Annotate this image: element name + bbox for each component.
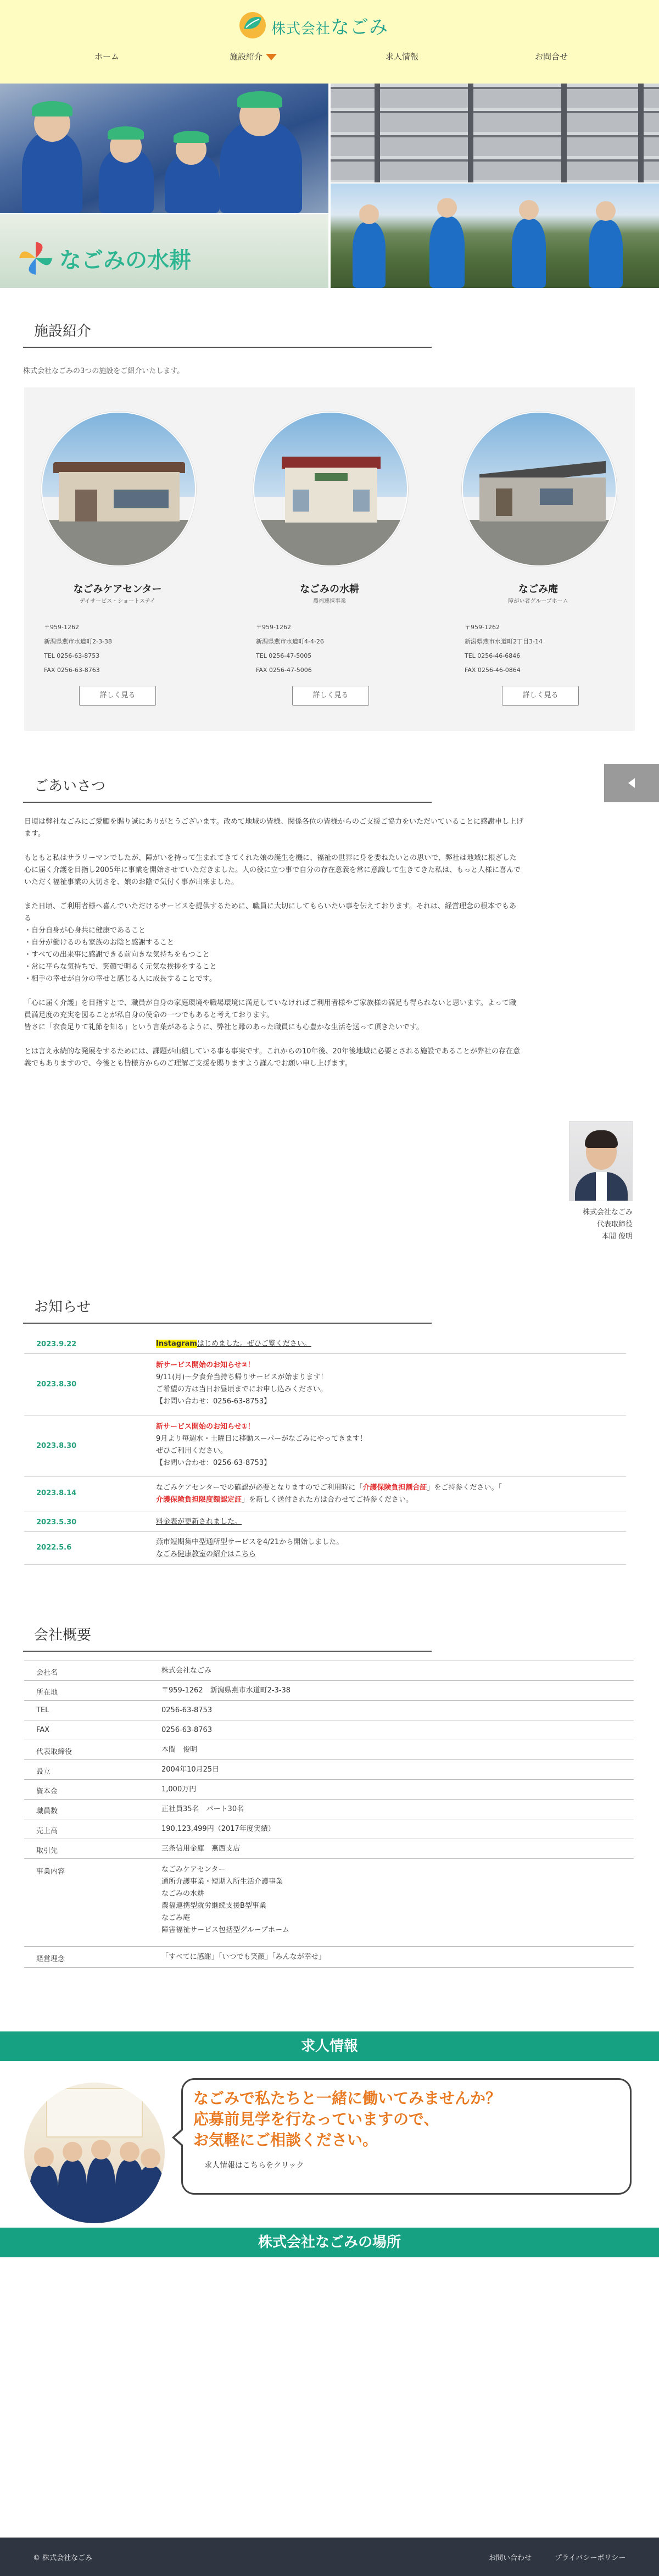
footer-link-contact[interactable]: お問い合わせ [489,2554,532,2562]
hero-brand [16,239,191,277]
news-body: 新サービス開始のお知らせ②！ 9/11(月)〜夕食弁当持ち帰りサービスが始まります！ ご希望の方は当日お昼頃までにお申し込みください。 【お問い合わせ：0256-63-8753】 [156,1361,328,1406]
nav-contact[interactable]: お問合せ [535,52,568,62]
facility-name: なごみケアセンター [73,584,162,595]
facilities-heading: 施設紹介 [23,320,432,348]
facility-address: 〒959-1262 新潟県燕市水道町2-3-38 TEL 0256-63-8753 FAX 0256-63-8763 [44,624,112,674]
recruit-band: 求人情報 [0,2031,659,2061]
facility-card-care-center [24,387,211,731]
pinwheel-logo-icon [16,239,55,277]
greeting-text: 日頃は弊社なごみにご愛顧を賜り誠にありがとうございます。改めて地域の皆様、関係各位の皆様からのご支援ご協力をいただいていることに感謝申し上げ ます。 もともと私はサラリーマンでしたが、障がいを持って生まれてきてくれた娘の誕生を機に、福祉の世界に身を委ねたいとの思いで、弊社は地域に根ざした 心に届く介護を目指し2005年に事業を開始させていただきました。人の役に立つ事で自分の存在意義を常に意識して生きてきた私は、もっと人様に喜んで いただく福祉事業の大切さを、娘のお陰で気付く事が出来ました。 また日頃、ご利用者様へ喜んでいただけるサービスを提供するために、職員に大切にしてもらいたい事を伝えております。それは、経営理念の根本でもあ る ・自分自身が心身共に健康であること ・自分が働けるのも家族のお陰と感謝すること ・すべての出来事に感謝できる前向きな気持ちをもつこと ・常に平らな気持ちで、笑顔で明るく元気な挨拶をすること ・相手の幸せが自分の幸せと感じる人に成長することです。 「心に届く介護」を目指すとで、職員が自身の家庭環境や職場環境に満足していなければご利用者様やご家族様の満足も得られないと思います。よって職 員満足度の充実を図ることが私自身の使命の一つでもあると考えております。 皆さに「衣食足りて礼節を知る」という言葉があるように、弊社と縁のあった職員にも心豊かな生活を送って頂きたいです。 とは言え永続的な発展をするためには、課題が山積している事も事実です。これからの10年後、20年後地域に必要とされる施設であることが弊社の存在意 義でもありますので、今後とも皆様方からのご理解ご支援を賜りますよう謹んでお願い申し上げます。 [24,818,523,1068]
hero-collage [0,84,659,288]
news-item [24,1334,626,1354]
news-body: なごみケアセンターでの確認が必要となりますのでご利用時に「介護保険負担割合証」をご持参ください。「 介護保険負担限度額認定証」を新しく送付された方は合わせてご持参ください。 [156,1484,502,1504]
facility-detail-button[interactable]: 詳しく見る [292,686,369,706]
table-row: 売上高 190,123,499円（2017年度実績） [24,1819,634,1839]
facility-name: なごみ庵 [518,584,558,595]
table-row: 事業内容 なごみケアセンター 通所介護事業・短期入所生活介護事業 なごみの水耕 農福連携型就労継続支援B型事業 なごみ庵 障害福祉サービス包括型グループホーム [24,1859,634,1947]
greeting-heading: ごあいさつ [23,775,432,803]
news-list [24,1334,626,1565]
recruit-link[interactable]: 求人情報はこちらをクリック [204,2161,304,2170]
facility-name: なごみの水耕 [300,584,359,595]
greeting-signature: 株式会社なごみ 代表取締役 本間 俊明 [582,1208,633,1241]
facility-address: 〒959-1262 新潟県燕市水道町2丁目3-14 TEL 0256-46-6846 FAX 0256-46-0864 [465,624,543,674]
hero-photo-hydroponics [331,84,659,182]
recruit-message: なごみで私たちと一緒に働いてみませんか？ 応募前見学を行なっていますので、 お気軽にご相談ください。 [193,2089,501,2149]
location-band: 株式会社なごみの場所 [0,2228,659,2257]
copyright: © 株式会社なごみ [33,2554,93,2562]
hero-brand-title: なごみの水耕 [59,247,191,273]
table-row: 所在地 〒959-1262 新潟県燕市水道町2-3-38 [24,1681,634,1701]
news-heading: お知らせ [23,1296,432,1324]
nav-home[interactable]: ホーム [94,52,120,62]
news-link[interactable]: なごみ健康教室の紹介はこちら [156,1550,256,1558]
company-table [24,1661,634,1968]
nav-recruit[interactable]: 求人情報 [386,52,419,62]
facility-detail-button[interactable]: 詳しく見る [502,686,579,706]
dropdown-caret-icon [266,54,277,60]
facility-subtitle: 障がい者グループホーム [508,598,568,604]
news-item [24,1354,626,1415]
facility-address: 〒959-1262 新潟県燕市水道町4-4-26 TEL 0256-47-5005 FAX 0256-47-5006 [256,624,324,674]
president-photo [569,1121,633,1201]
news-date: 2023.8.30 [36,1380,77,1389]
table-row: 資本金 1,000万円 [24,1780,634,1800]
facility-photo [253,412,408,567]
news-item [24,1415,626,1477]
news-body: 新サービス開始のお知らせ①！ 9月より毎週水・土曜日に移動スーパーがなごみにやってきます！ ぜひご利用ください。 【お問い合わせ：0256-63-8753】 [156,1423,367,1467]
news-link[interactable]: 料金表が更新されました。 [156,1518,242,1526]
facility-subtitle: デイサービス・ショートステイ [79,598,156,604]
facility-photo [462,412,617,567]
logo-leaf-icon [237,10,268,41]
table-row: 取引先 三条信用金庫 燕西支店 [24,1839,634,1859]
site-footer [0,2538,659,2576]
side-slide-tab[interactable] [604,764,659,802]
facility-card-hydroponics [236,387,423,731]
hero-photo-field [331,184,659,288]
table-row: TEL 0256-63-8753 [24,1701,634,1720]
news-body: 燕市短期集中型通所型サービスを4/21から開始しました。 なごみ健康教室の紹介はこちら [156,1536,343,1561]
company-heading: 会社概要 [23,1624,432,1652]
facilities-panel [24,387,635,731]
news-date: 2023.5.30 [36,1518,77,1526]
global-nav [0,51,659,65]
footer-link-privacy[interactable]: プライバシーポリシー [555,2554,626,2562]
table-row: FAX 0256-63-8763 [24,1720,634,1740]
facility-subtitle: 農福連携事業 [313,598,346,604]
news-date: 2023.8.30 [36,1442,77,1450]
table-row: 設立 2004年10月25日 [24,1760,634,1780]
news-item [24,1512,626,1532]
table-row: 会社名 株式会社なごみ [24,1661,634,1681]
site-logo[interactable] [237,10,388,41]
news-body[interactable]: Instagramはじめました。ぜひご覧ください。 [156,1340,311,1348]
table-row: 職員数 正社員35名 パート30名 [24,1800,634,1819]
table-row: 代表取締役 本間 俊明 [24,1740,634,1760]
recruit-photo [24,2083,165,2223]
table-row: 経営理念 「すべてに感謝」「いつでも笑顔」「みんなが幸せ」 [24,1947,634,1968]
site-header [0,0,659,84]
facility-detail-button[interactable]: 詳しく見る [79,686,156,706]
news-item [24,1477,626,1512]
news-date: 2022.5.6 [36,1544,72,1552]
logo-text: 株式会社なごみ [271,16,389,38]
facility-photo [41,412,196,567]
facilities-intro: 株式会社なごみの3つの施設をご紹介いたします。 [23,367,185,375]
facility-card-nagomi-an [445,387,632,731]
nav-facilities[interactable]: 施設紹介 [230,51,277,62]
news-date: 2023.9.22 [36,1340,77,1348]
hero-photo-staff [0,84,328,213]
news-item [24,1532,626,1565]
news-date: 2023.8.14 [36,1489,77,1497]
arrow-left-icon [628,778,635,788]
